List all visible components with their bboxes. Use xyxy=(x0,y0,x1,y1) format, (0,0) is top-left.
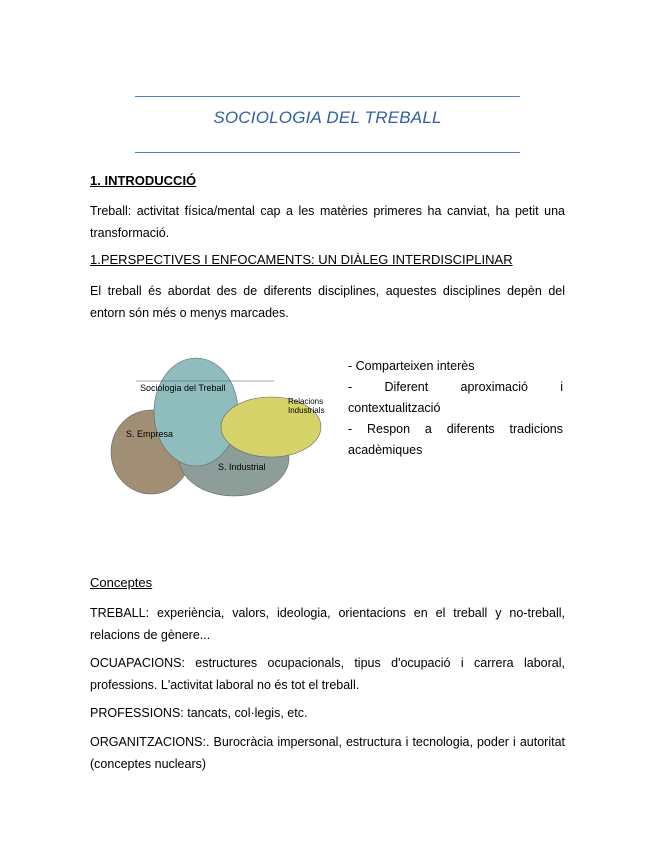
intro-paragraph: Treball: activitat física/mental cap a les matèries primeres ha canviat, ha petit una transformació. xyxy=(90,204,565,240)
relacions-industrials-label-line1: Relacions xyxy=(288,397,324,406)
title-rule-top xyxy=(135,96,520,97)
title-rule-bottom xyxy=(135,152,520,153)
concepts-heading: Conceptes xyxy=(90,575,153,590)
note-item: - Diferent aproximació i contextualització xyxy=(348,380,563,415)
concept-professions: PROFESSIONS: tancats, col·legis, etc. xyxy=(90,706,308,720)
note-item: - Respon a diferents tradicions acadèmiques xyxy=(348,422,563,457)
perspectives-paragraph: El treball és abordat des de diferents disciplines, aquestes disciplines depèn del entorn són més o menys marcades. xyxy=(90,284,565,320)
disciplines-venn-diagram xyxy=(108,350,328,510)
sociologia-treball-circle xyxy=(154,358,238,466)
s-industrial-label: S. Industrial xyxy=(218,462,266,472)
note-item: - Comparteixen interès xyxy=(348,359,475,373)
concept-treball: TREBALL: experiència, valors, ideologia, orientacions en el treball y no-treball, relacions de gènere... xyxy=(90,606,565,642)
s-empresa-label: S. Empresa xyxy=(126,429,174,439)
diagram-notes xyxy=(348,356,563,461)
page-title: SOCIOLOGIA DEL TREBALL xyxy=(213,108,442,127)
relacions-industrials-label-line2: Industrials xyxy=(288,406,325,415)
section-heading-perspectives: 1.PERSPECTIVES I ENFOCAMENTS: UN DIÀLEG INTERDISCIPLINAR xyxy=(90,252,513,267)
sociologia-treball-label: Sociologia del Treball xyxy=(140,383,226,393)
concept-ocupacions: OCUAPACIONS: estructures ocupacionals, tipus d'ocupació i carrera laboral, professions. L'activitat laboral no és tot el treball. xyxy=(90,656,565,692)
section-heading-introduccio: 1. INTRODUCCIÓ xyxy=(90,173,197,188)
concept-organitzacions: ORGANITZACIONS:. Burocràcia impersonal, estructura i tecnologia, poder i autoritat (conceptes nuclears) xyxy=(90,735,565,771)
